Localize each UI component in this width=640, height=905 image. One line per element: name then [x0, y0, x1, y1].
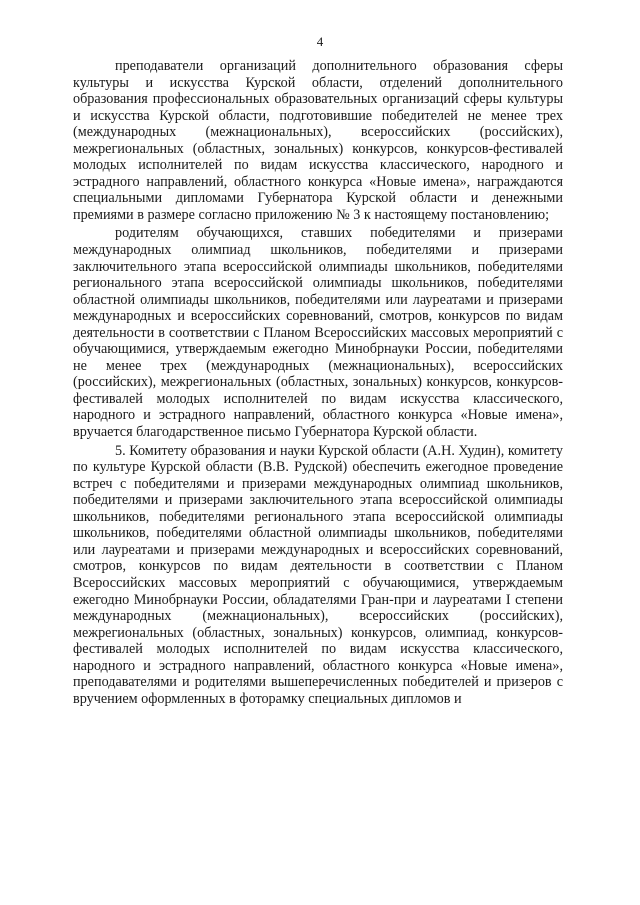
paragraph-item-5-meetings: 5. Комитету образования и науки Курской области (А.Н. Худин), комитету по культуре Курской области (В.В. Рудской) обеспечить ежегодное проведение встреч с победителями и призерами международных олимпиад школьников, победителями и призерами заключительного этапа всероссийской олимпиады школьников, победителями регионального этапа всероссийской олимпиады школьников, победителями областной олимпиады школьников, победителями или лауреатами и призерами международных и всероссийских соревнований, смотров, конкурсов по видам деятельности в соответствии с Планом Всероссийских массовых мероприятий с обучающимися, утверждаемым ежегодно Минобрнауки России, обладателями Гран-при и лауреатами I степени международных (межнациональных), всероссийских (российских), межрегиональных (областных, зональных) конкурсов, олимпиад, конкурсов-фестивалей молодых исполнителей по видам искусства классического, народного и эстрадного направлений, областного конкурса «Новые имена», преподавателями и родителями вышеперечисленных победителей и призеров с вручением оформленных в фоторамку специальных дипломов и [73, 442, 564, 707]
paragraph-teachers-awards: преподаватели организаций дополнительного образования сферы культуры и искусства Курской области, отделений дополнительного образования профессиональных образовательных организаций сферы культуры и искусства Курской области, подготовившие победителей не менее трех (международных (межнациональных), всероссийских (российских), межрегиональных (областных, зональных) конкурсов, конкурсов-фестивалей молодых исполнителей по видам искусства классического, народного и эстрадного направлений, областного конкурса «Новые имена», награждаются специальными дипломами Губернатора Курской области и денежными премиями в размере согласно приложению № 3 к настоящему постановлению; [73, 58, 563, 223]
paragraph-parents-letter: родителям обучающихся, ставших победителями и призерами международных олимпиад школьников, победителями и призерами заключительного этапа всероссийской олимпиады школьников, победителями регионального этапа всероссийской олимпиады школьников, победителями областной олимпиады школьников, победителями или лауреатами и призерами международных и всероссийских соревнований, смотров, конкурсов по видам деятельности в соответствии с Планом Всероссийских массовых мероприятий с обучающимися, утверждаемым ежегодно Минобрнауки России, победителями не менее трех (международных (межнациональных), всероссийских (российских), межрегиональных (областных, зональных) конкурсов, конкурсов-фестивалей молодых исполнителей по видам искусства классического, народного и эстрадного направлений, областного конкурса «Новые имена», вручается благодарственное письмо Губернатора Курской области. [73, 225, 563, 441]
document-body [73, 58, 563, 709]
page-number: 4 [316, 34, 324, 49]
